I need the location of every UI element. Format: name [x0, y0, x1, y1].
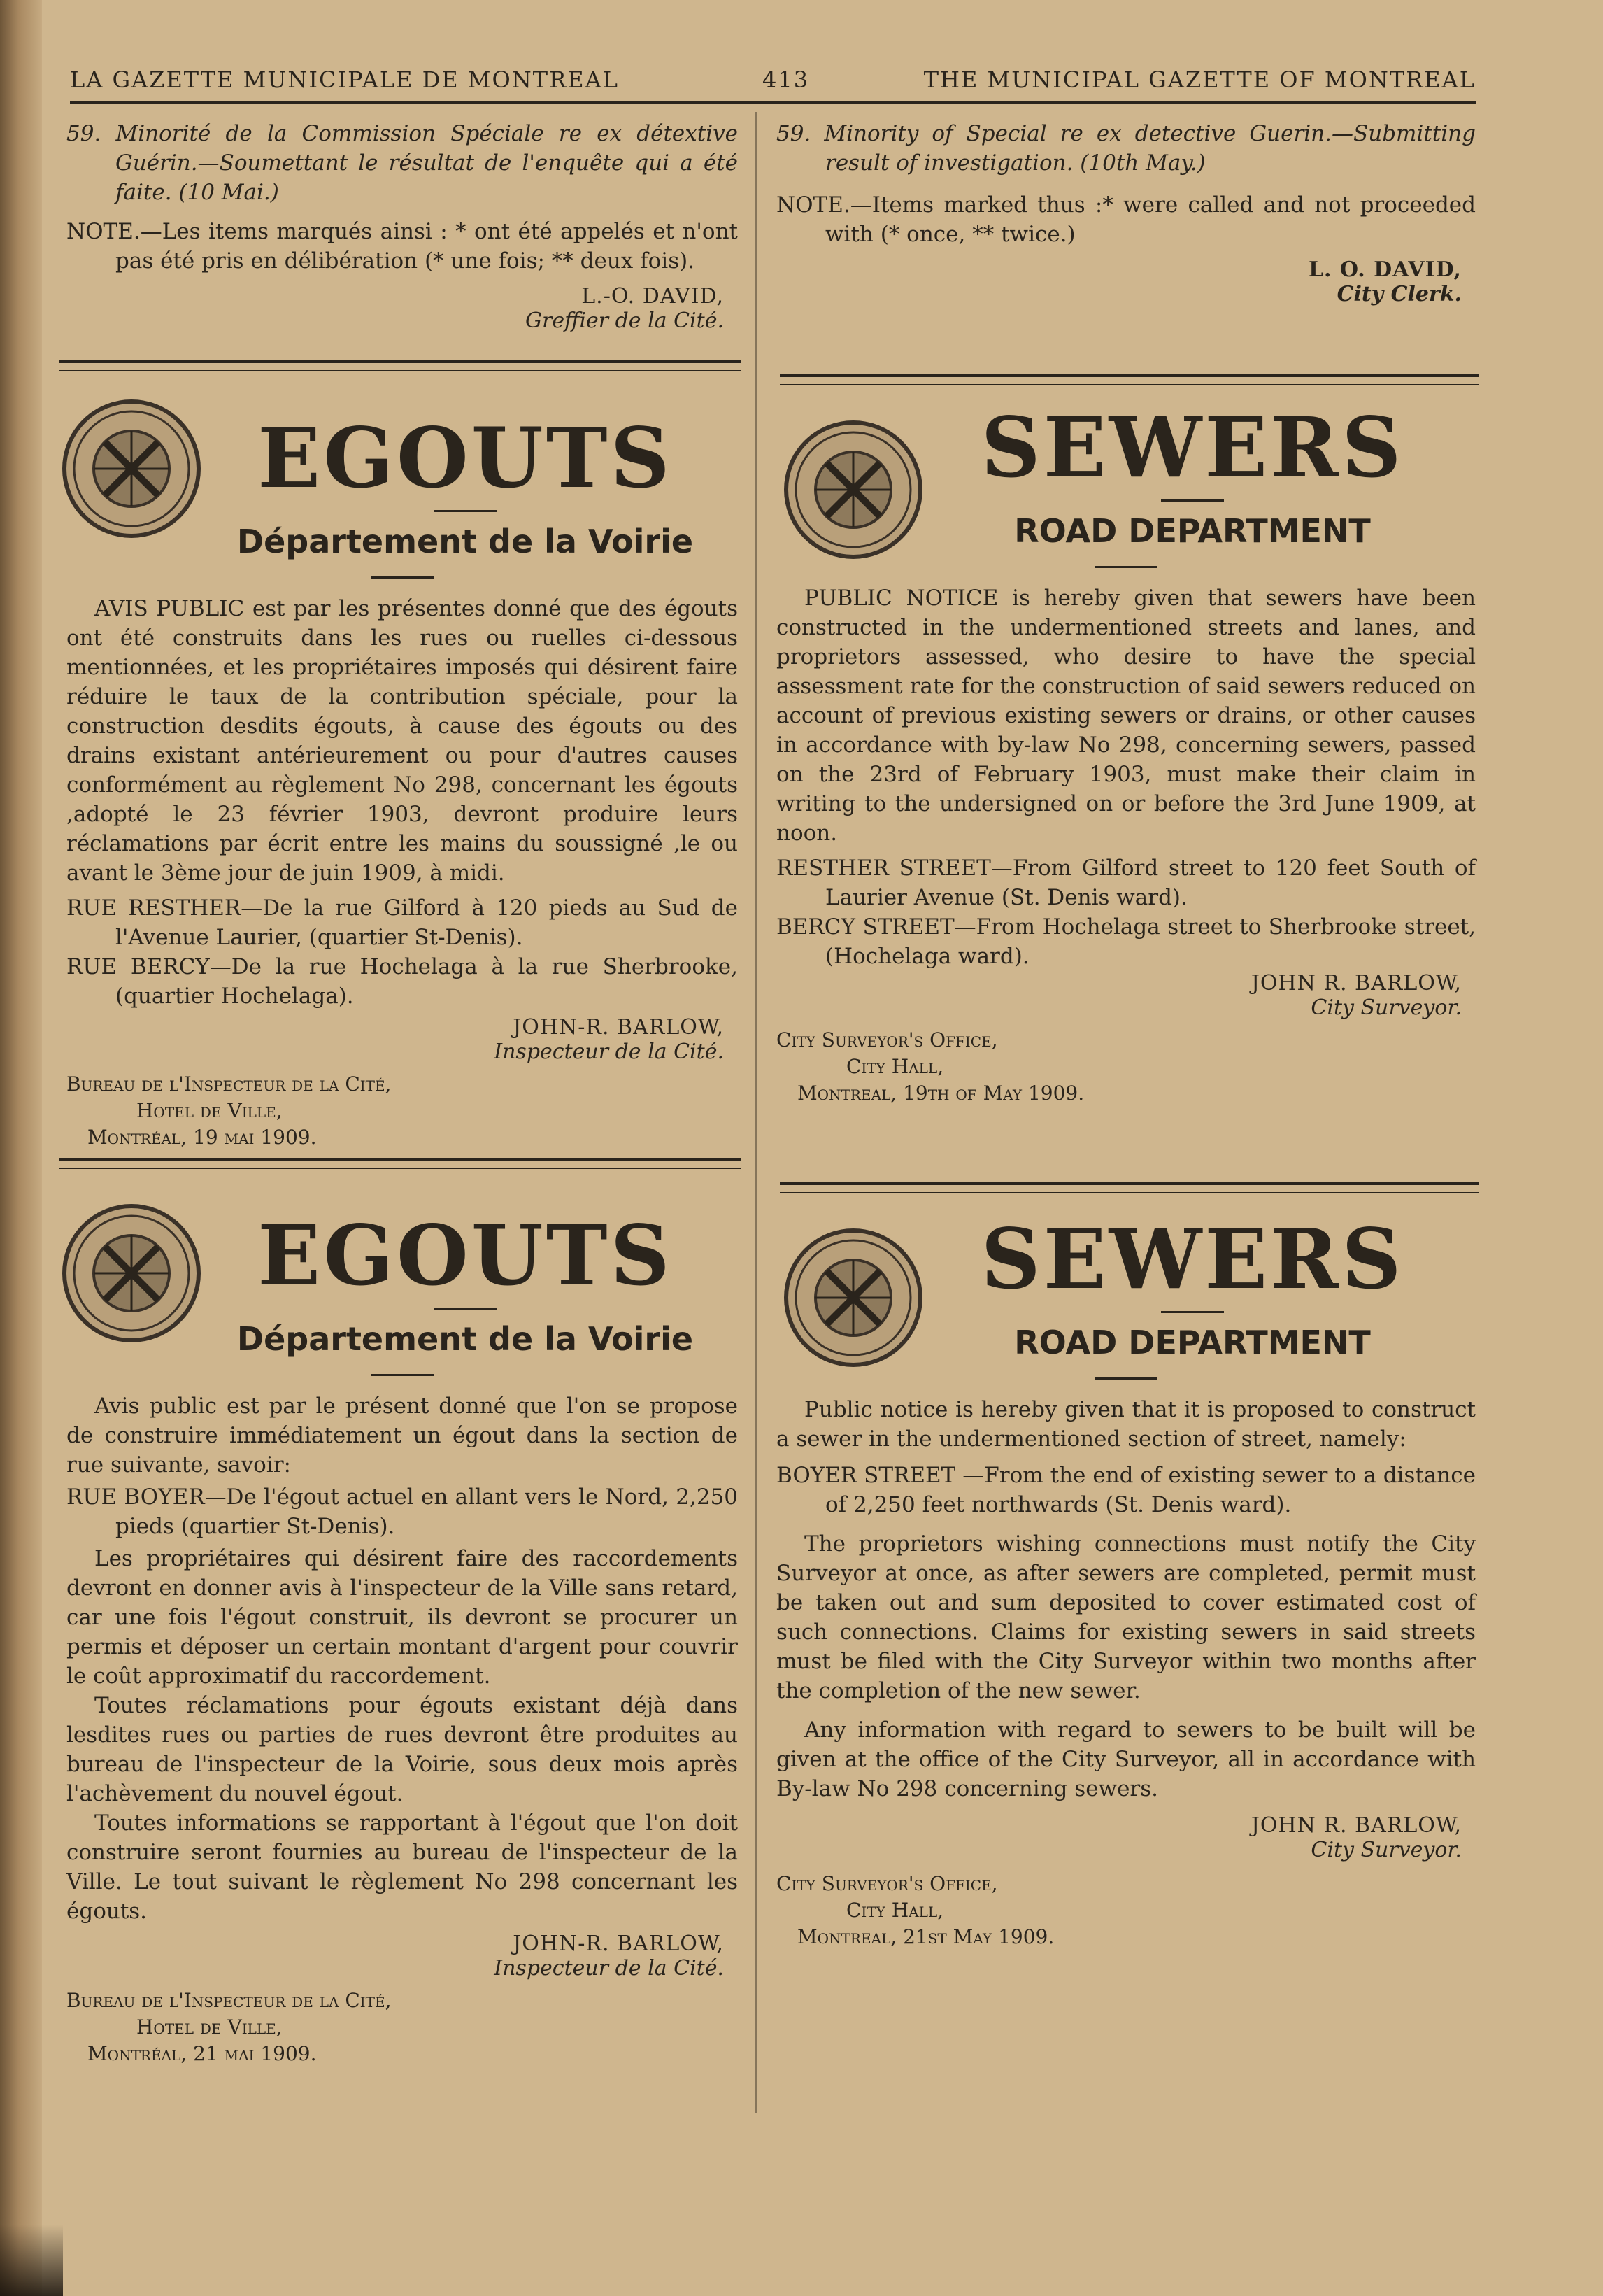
notice1-en-office: [776, 1027, 1476, 1107]
notice1-fr-street1: RUE RESTHER—De la rue Gilford à 120 pieds au Sud de l'Avenue Laurier, (quartier St-Denis).: [66, 895, 738, 950]
notice2-fr: [66, 1207, 738, 2067]
office-date: Montréal, 21 mai 1909.: [87, 2042, 317, 2065]
title-rule: [434, 510, 497, 512]
notice1-fr-title: EGOUTS: [257, 409, 673, 506]
minutes-en-item: 59. Minority of Special re ex detective Guerin.—Submitting result of investigation. (10th May.): [776, 121, 1476, 176]
notice2-fr-signer: JOHN-R. BARLOW,: [513, 1932, 724, 1956]
notice2-fr-body4: Toutes informations se rapportant à l'égout que l'on doit construire seront fournies au bureau de l'inspecteur de la Ville. Le tout suivant le règlement No 298 concernant les égouts.: [66, 1810, 738, 1924]
page-number: 413: [762, 66, 810, 93]
notice2-fr-signer-title: Inspecteur de la Cité.: [494, 1956, 724, 1980]
notice2-en: [776, 1210, 1476, 1950]
office-line: City Surveyor's Office,: [776, 1028, 998, 1051]
office-date: Montreal, 21st May 1909.: [797, 1925, 1055, 1948]
office-line: Bureau de l'Inspecteur de la Cité,: [66, 1989, 392, 2012]
office-date: Montréal, 19 mai 1909.: [87, 1126, 317, 1149]
section-rule-left-1: [59, 360, 741, 371]
notice2-fr-title: EGOUTS: [257, 1207, 673, 1304]
notice2-fr-body3: Toutes réclamations pour égouts existant déjà dans lesdites rues ou parties de rues devront être produites au bureau de l'inspecteur de la Voirie, sous deux mois après l'achèvement du nouvel égout.: [66, 1693, 738, 1806]
minutes-fr: [66, 119, 738, 333]
office-line: Hotel de Ville,: [136, 1099, 283, 1122]
gazette-page: [49, 28, 1490, 2225]
notice2-en-title: SEWERS: [981, 1210, 1404, 1308]
office-line: Bureau de l'Inspecteur de la Cité,: [66, 1072, 392, 1096]
minutes-en-signer: L. O. DAVID,: [1308, 257, 1462, 282]
notice2-en-body1: Public notice is hereby given that it is proposed to construct a sewer in the undermentioned section of street, namely:: [776, 1397, 1476, 1452]
title-rule: [1161, 499, 1224, 502]
notice2-en-street1: BOYER STREET —From the end of existing sewer to a distance of 2,250 feet northwards (St. Denis ward).: [776, 1463, 1476, 1517]
minutes-fr-item: 59. Minorité de la Commission Spéciale re ex détextive Guérin.—Soumettant le résultat de l'enquête qui a été faite. (10 Mai.): [66, 121, 738, 205]
notice1-en: [776, 399, 1476, 1107]
minutes-en-signer-title: City Clerk.: [1337, 282, 1462, 306]
notice2-en-body2: The proprietors wishing connections must notify the City Surveyor at once, as after sewers are completed, permit must be taken out and sum deposited to cover estimated cost of such connections. Claims for existing sewers in said streets must be filed with the City Surveyor within two months after the completion of the new sewer.: [776, 1531, 1476, 1703]
notice1-en-body: PUBLIC NOTICE is hereby given that sewers have been constructed in the undermentioned streets and lanes, and proprietors assessed, who desire to have the special assessment rate for the construction of said sewers reduced on account of previous existing sewers or drains, or other causes in accordance with by-law No 298, concerning sewers, passed on the 23rd of February 1903, must make their claim in writing to the undersigned on or before the 3rd June 1909, at noon.: [776, 586, 1476, 846]
subtitle-rule: [1095, 1377, 1157, 1380]
notice1-en-title: SEWERS: [981, 399, 1404, 496]
office-line: City Hall,: [846, 1055, 944, 1078]
notice1-en-signer-title: City Surveyor.: [1311, 995, 1462, 1020]
notice2-en-signer: JOHN R. BARLOW,: [1251, 1813, 1462, 1838]
column-divider: [755, 112, 757, 2113]
notice1-en-signer: JOHN R. BARLOW,: [1251, 971, 1462, 995]
notice2-en-subtitle: ROAD DEPARTMENT: [1014, 1324, 1371, 1361]
running-head: [70, 66, 1476, 101]
office-date: Montreal, 19th of May 1909.: [797, 1082, 1085, 1105]
notice2-en-signer-title: City Surveyor.: [1311, 1838, 1462, 1862]
notice2-en-office: [776, 1871, 1476, 1950]
notice1-en-street2: BERCY STREET—From Hochelaga street to Sherbrooke street, (Hochelaga ward).: [776, 914, 1476, 969]
notice1-fr-subtitle: Département de la Voirie: [236, 523, 694, 560]
notice2-fr-office: [66, 1987, 738, 2067]
title-rule: [434, 1308, 497, 1310]
subtitle-rule: [1095, 566, 1157, 568]
notice1-en-street1: RESTHER STREET—From Gilford street to 120 feet South of Laurier Avenue (St. Denis ward).: [776, 856, 1476, 910]
scan-shadow: [0, 2225, 63, 2296]
notice1-fr-signer: JOHN-R. BARLOW,: [513, 1015, 724, 1040]
notice1-fr-office: [66, 1071, 738, 1151]
minutes-fr-signer: L.-O. DAVID,: [581, 284, 724, 309]
book-binding: [0, 0, 42, 2296]
minutes-en: [776, 119, 1476, 306]
header-rule: [70, 101, 1476, 104]
subtitle-rule: [371, 1374, 434, 1376]
minutes-fr-signer-title: Greffier de la Cité.: [525, 309, 724, 333]
section-rule-left-2: [59, 1158, 741, 1169]
office-line: City Hall,: [846, 1899, 944, 1922]
notice2-fr-body2: Les propriétaires qui désirent faire des raccordements devront en donner avis à l'inspecteur de la Ville sans retard, car une fois l'égout construit, ils devront se procurer un permis et déposer un certain montant d'argent pour couvrir le coût approximatif du raccordement.: [66, 1546, 738, 1689]
notice2-fr-subtitle: Département de la Voirie: [236, 1320, 694, 1358]
notice2-fr-body1: Avis public est par le présent donné que l'on se propose de construire immédiatement un égout dans la section de rue suivante, savoir:: [66, 1394, 738, 1477]
notice2-fr-street1: RUE BOYER—De l'égout actuel en allant vers le Nord, 2,250 pieds (quartier St-Denis).: [66, 1484, 738, 1539]
notice1-fr: [66, 409, 738, 1151]
section-rule-right-1: [780, 374, 1479, 385]
notice2-en-body3: Any information with regard to sewers to be built will be given at the office of the City Surveyor, all in accordance with By-law No 298 concerning sewers.: [776, 1717, 1476, 1801]
notice1-fr-body: AVIS PUBLIC est par les présentes donné que des égouts ont été construits dans les rues ou ruelles ci-dessous mentionnées, et les propriétaires imposés qui désirent faire réduire le taux de la contribution spéciale, pour la construction desdits égouts, à cause des égouts ou des drains existant antérieurement ou pour d'autres causes conformément au règlement No 298, concernant les égouts ,adopté le 23 février 1903, devront produire leurs réclamations par écrit entre les mains du soussigné ,le ou avant le 3ème jour de juin 1909, à midi.: [66, 596, 738, 886]
title-rule: [1161, 1311, 1224, 1313]
notice1-en-subtitle: ROAD DEPARTMENT: [1014, 512, 1371, 550]
notice1-fr-signer-title: Inspecteur de la Cité.: [494, 1040, 724, 1064]
running-head-right: THE MUNICIPAL GAZETTE OF MONTREAL: [923, 66, 1476, 93]
minutes-en-note: NOTE.—Items marked thus :* were called and not proceeded with (* once, ** twice.): [776, 192, 1476, 247]
minutes-fr-note: NOTE.—Les items marqués ainsi : * ont été appelés et n'ont pas été pris en délibération (* une fois; ** deux fois).: [66, 219, 738, 274]
office-line: City Surveyor's Office,: [776, 1872, 998, 1895]
section-rule-right-2: [780, 1182, 1479, 1193]
subtitle-rule: [371, 576, 434, 579]
running-head-left: LA GAZETTE MUNICIPALE DE MONTREAL: [70, 66, 619, 93]
notice1-fr-street2: RUE BERCY—De la rue Hochelaga à la rue Sherbrooke, (quartier Hochelaga).: [66, 954, 738, 1009]
office-line: Hotel de Ville,: [136, 2015, 283, 2039]
